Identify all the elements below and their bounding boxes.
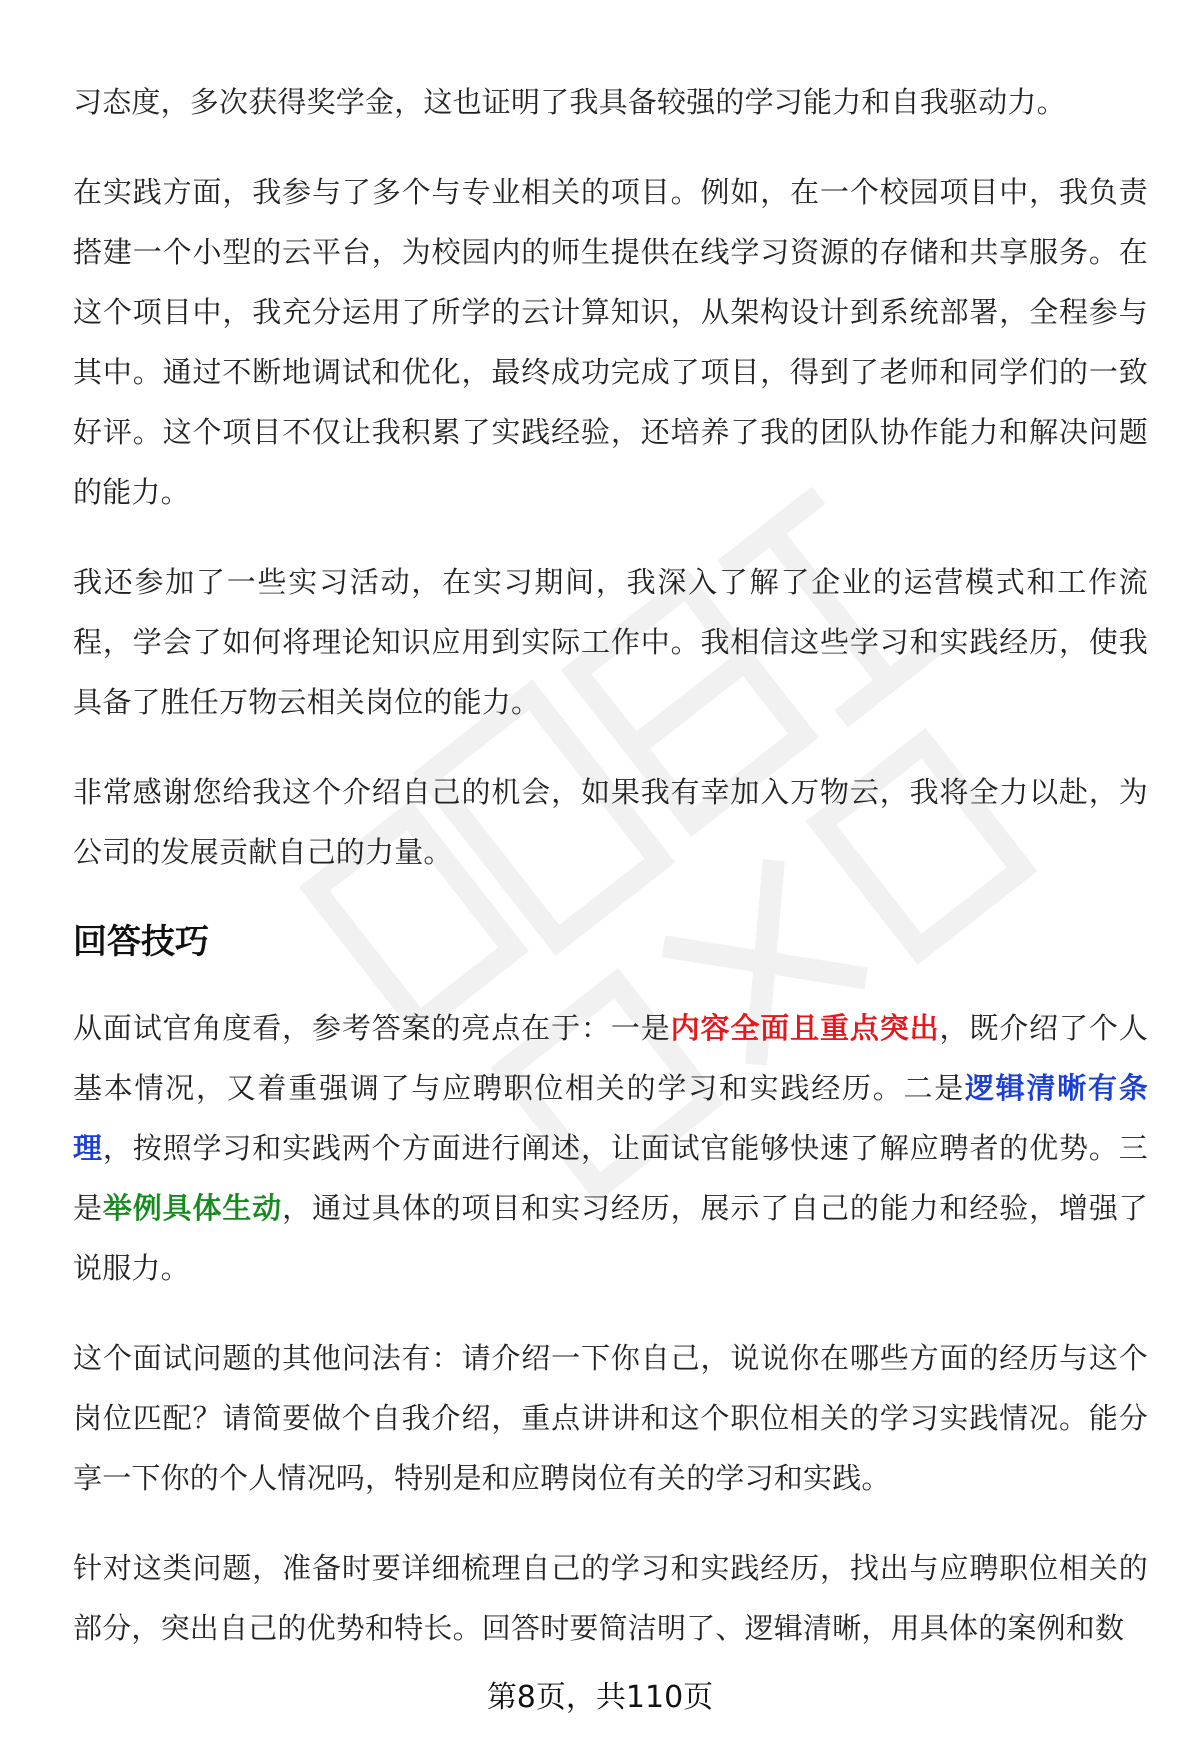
tips-text-1: 从面试官角度看，参考答案的亮点在于：一是 (73, 1011, 671, 1045)
tips-text-4: ，通过具体的项目和实习经历，展示了自己的能力和经验，增强了说服力。 (73, 1191, 1148, 1285)
paragraph-preparation: 针对这类问题，准备时要详细梳理自己的学习和实践经历，找出与应聘职位相关的部分，突出自己的优势和特长。回答时要简洁明了、逻辑清晰，用具体的案例和数 (73, 1551, 1148, 1645)
tips-text-3: ，按照学习和实践两个方面进行阐述，让面试官能够快速了解应聘者的优势。三是 (73, 1131, 1148, 1225)
tips-text-2: ，既介绍了个人基本情况，又着重强调了与应聘职位相关的学习和实践经历。二是 (73, 1011, 1148, 1105)
paragraph-internship: 我还参加了一些实习活动，在实习期间，我深入了解了企业的运营模式和工作流程，学会了如何将理论知识应用到实际工作中。我相信这些学习和实践经历，使我具备了胜任万物云相关岗位的能力。 (73, 565, 1148, 719)
paragraph-tips (73, 998, 1148, 1298)
highlight-logical: 逻辑清晰有条理 (73, 1071, 1148, 1165)
paragraph-alternative-questions: 这个面试问题的其他问法有：请介绍一下你自己，说说你在哪些方面的经历与这个岗位匹配？请简要做个自我介绍，重点讲讲和这个职位相关的学习实践情况。能分享一下你的个人情况吗，特别是和应聘岗位有关的学习和实践。 (73, 1341, 1148, 1495)
paragraph-study-attitude: 习态度，多次获得奖学金，这也证明了我具备较强的学习能力和自我驱动力。 (73, 85, 1066, 119)
document-body (73, 72, 1148, 1688)
paragraph-practice-project: 在实践方面，我参与了多个与专业相关的项目。例如，在一个校园项目中，我负责搭建一个小型的云平台，为校园内的师生提供在线学习资源的存储和共享服务。在这个项目中，我充分运用了所学的云计算知识，从架构设计到系统部署，全程参与其中。通过不断地调试和优化，最终成功完成了项目，得到了老师和同学们的一致好评。这个项目不仅让我积累了实践经验，还培养了我的团队协作能力和解决问题的能力。 (73, 175, 1148, 509)
section-title: 回答技巧 (73, 922, 209, 962)
highlight-comprehensive: 内容全面且重点突出 (670, 1011, 940, 1045)
highlight-examples: 举例具体生动 (102, 1191, 283, 1225)
page-number-footer: 第8页，共110页 (486, 1680, 714, 1715)
paragraph-thanks: 非常感谢您给我这个介绍自己的机会，如果我有幸加入万物云，我将全力以赴，为公司的发展贡献自己的力量。 (73, 775, 1148, 869)
